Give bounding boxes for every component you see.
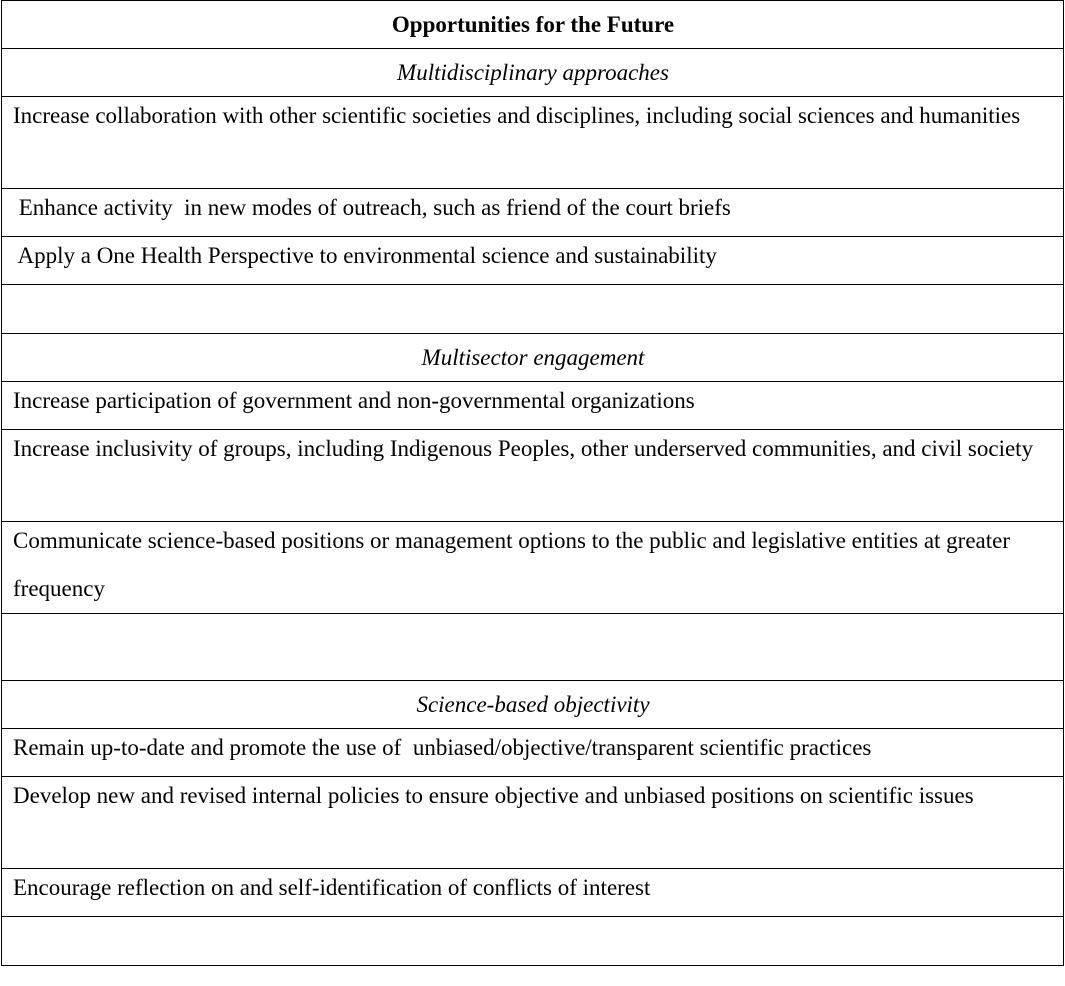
table-row [2, 772, 1063, 869]
section-heading: Science-based objectivity [416, 692, 650, 717]
section-heading-row [2, 334, 1063, 382]
table-title: Opportunities for the Future [391, 12, 675, 37]
section-heading-row [2, 681, 1063, 729]
table-row [2, 92, 1063, 189]
section-heading: Multisector engagement [421, 345, 645, 370]
table-row [2, 382, 1063, 430]
table-row [2, 869, 1063, 917]
section-heading-row [2, 49, 1063, 97]
table-cell: Increase participation of government and non-governmental organizations [13, 388, 695, 413]
table-row [2, 425, 1063, 522]
table-cell: Enhance activity in new modes of outreach, such as friend of the court briefs [13, 195, 731, 220]
section-heading: Multidisciplinary approaches [397, 60, 669, 85]
table-cell: Remain up-to-date and promote the use of unbiased/objective/transparent scientific practices [13, 735, 872, 760]
blank-row [2, 917, 1063, 965]
table-row [2, 237, 1063, 285]
table-row [2, 517, 1063, 614]
table-cell: Apply a One Health Perspective to environmental science and sustainability [13, 243, 717, 268]
table-cell: Communicate science-based positions or management options to the public and legislative entities at greater frequency [13, 528, 1011, 601]
table-row [2, 729, 1063, 777]
table-cell: Increase inclusivity of groups, including Indigenous Peoples, other underserved communities, and civil society [13, 436, 1034, 461]
blank-row [2, 285, 1063, 334]
table-title-row [2, 1, 1063, 49]
table-cell: Encourage reflection on and self-identification of conflicts of interest [13, 875, 651, 900]
opportunities-table [1, 0, 1064, 966]
blank-row [2, 614, 1063, 681]
table-cell: Increase collaboration with other scientific societies and disciplines, including social sciences and humanities [13, 103, 1021, 128]
table-row [2, 189, 1063, 237]
table-cell: Develop new and revised internal policies to ensure objective and unbiased positions on scientific issues [13, 783, 974, 808]
